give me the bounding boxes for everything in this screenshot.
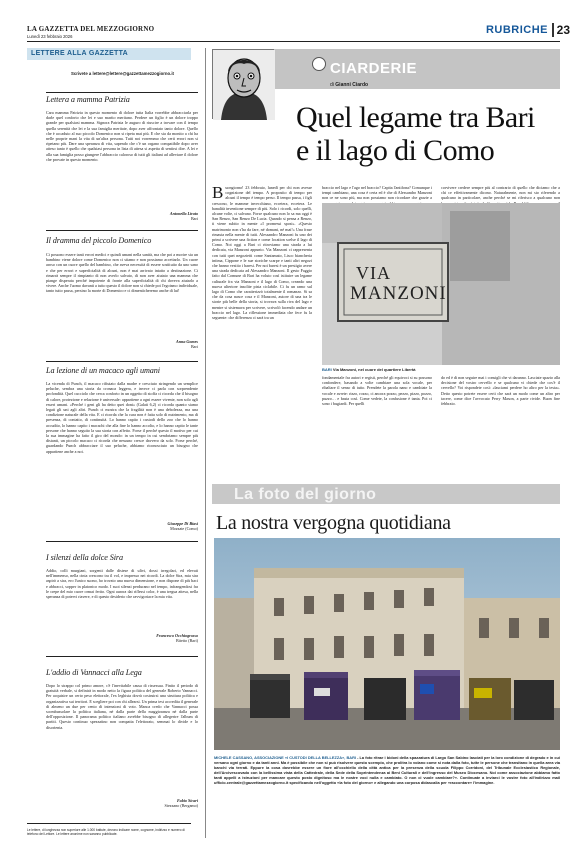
letter-place: Bari — [190, 216, 198, 222]
divider — [46, 361, 198, 362]
headline-line: e il lago di Como — [296, 134, 495, 167]
letter-body: Dopo lo strappo col primo amore, c'è l'inevitabile causa di rissessua. Finito il periodo di gratuità verbale, si definirà in modo netto la figura politica del generale Roberto Vannacci. Per acquisire un certo peso elettorale, l'ex leghista dovrà costruirsi una struttura politica e organizzativa sui territori. E scegliere poi con chi allearsi. Un prima test accredita il generale di almeno un due per cento di intenzioni di voto. Manca credo che Vannacci possa scombussolare la politica italiana, nè dalla parte della maggioranza nè dalla parte dell'opposizione. Il panorama politico italiano avrebbe bisogno di allegerire l'album di partiti. Questo continuo spezzatino non compatta l'elettorato, semmai lo divide e lo disorienta. — [46, 683, 198, 730]
letters-footer-note: Le lettere, di lunghezza non superiore alle 1.000 battute, devono indicare nome, cognome, indirizzo e numero di telefono del Lettore. Le lettere anonime non saranno pubblicate. — [27, 828, 185, 836]
letter-author: Antonella Lirato — [169, 211, 198, 216]
divider — [46, 656, 198, 657]
letter-signature — [170, 211, 198, 221]
article-column-1 — [212, 185, 312, 475]
column-divider — [205, 48, 206, 838]
caption-tag: MICHELE CASSANO, ASSOCIAZIONE «I CUSTODI DELLA BELLEZZA», BARI — [214, 755, 356, 760]
page-number: 23 — [552, 23, 570, 37]
column-name: CIARDERIE — [330, 60, 418, 77]
headline-line: Quel legame tra Bari — [296, 101, 535, 134]
street-sign-text: MANZONI — [350, 283, 447, 304]
photo-of-the-day-title: La foto del giorno — [234, 486, 377, 503]
letter-place: Mozzate (Como) — [170, 526, 198, 532]
divider — [27, 823, 191, 824]
letter-signature — [156, 633, 198, 643]
newspaper-logo: LA GAZZETTA DEL MEZZOGIORNO — [27, 25, 155, 33]
letter-title: La lezione di un macaco agli umani — [46, 366, 160, 375]
divider — [46, 541, 198, 542]
letters-email[interactable]: Scrivete a lettere@lettere@gazzettamezzogiorno.it — [71, 71, 174, 76]
caption-text: - La foto ritrae i bidoni della spazzatura di Largo San Sabino lasciati per la loro condizione di degrado e in cui versano ogni giorno e da tanti anni. Ma è possibile che non si può risolvere questo scempio, che prolitra lo volano come si nota dalla foto, tutte le persone che transitano in quella area via banchi via terrati. Eppure la cosa dovrebbe essere un fiore all'occhiello della città antica per la presenza della scuola Filippo Corridoni, del Tribunale Ecclesiastico Regionale, dell'Arcivescovado con la bellissima vista della Cattedrale, della Sede della Soprintendenza ai Beni Culturali e dell'ingresso del Museo Diocesano. Noi come associazione abbiamo fatto tanti appelli a istruzioni per mancare questo posto dignitoso ma le nostre voci nulla e cambiato. O non ci vuole cambiare?». Continuate a inviarci le vostre foto all'indirizzo mail ufficio.centrale@gazzettamezzogiorno.it specificando nell'oggetto «la foto del giorno» e allegando una corposa didascalia per «raccontare» l'immagine. — [214, 755, 560, 785]
column-logo-icon — [312, 57, 326, 71]
letter-signature — [165, 798, 198, 808]
photo-caption — [322, 367, 416, 372]
letter-author: Giuseppe Di Biasi — [167, 521, 198, 526]
article-column-3-continued: do ed è di non seguire mai i consigli che vi daranno. Lasciate spazio alla decisione del vostro cervello e se qualcuno vi chiede che cos'è il cervello? Voi rispondete così: «lasciami perdere ho altro per la testa». Detto questo potrete essere certi che sarà un modo come un altro per tacere, come dice l'avvocato Perry Mason, a parte rivide. Buon fine febbraio. — [441, 375, 560, 407]
byline-prefix: di — [330, 82, 334, 88]
letter-signature — [168, 521, 198, 531]
letters-section-band — [27, 48, 191, 60]
divider — [46, 92, 198, 93]
photo-of-the-day-headline: La nostra vergogna quotidiana — [216, 512, 451, 534]
divider — [46, 230, 198, 231]
letter-signature — [176, 339, 198, 349]
letter-body: Cara mamma Patrizia in questo momento di dolore tutta Italia vorrebbe abbracciarla per darle quel conforto che lei e suo marito meritano. Perdere un figlio è un dolore troppo grande per qualsiasi mamma. Signora Patrizia le auguro di riuscire a trovare con il tempo quella serenità che lei e la sua famiglia meritate, dopo aver affrontato tanto dolore. Quello che è accaduto al suo piccolo Domenico non si ripeta mai più. E che sia da monito a chi ha nelle proprie mani la vita di un'altra persona. Tutti noi vorremmo che certi errori non si ripetano più. Dare una speranza di vita, sapendo che c'è un organo compatibile dopo aver atteso tanto è quello che qualsiasi persona in lista di attesa si aspetta di sentirsi dire. A lei e alla sua famiglia posso giungere l'abbraccio caloroso di tutti gli italiani ad alleviare il dolore che provate in questo momento. — [46, 110, 198, 162]
letters-section-title: LETTERE ALLA GAZZETTA — [31, 50, 129, 57]
photo-of-the-day-caption — [214, 755, 560, 785]
letter-body: La vicenda di Punch, il macaco rifiutato dalla madre e cresciuto stringendo un semplice peluche, sembra una storia da cronaca leggera, e invece ci parla con sorprendente profondità. Quel cucciolo che cerca conforto in un oggetto di stoffa ci ricorda che il bisogno di calore, protezione e relazione è universale: appartiene a ogni essere vivente, non solo agli esseri umani. «Perché i geni gli ha detto quei doni» (Galati 6,2) ci ricorda quanto siamo legati gli uni agli altri. Punch ci mostra che la fragilità non è una debolezza, ma una condizione naturale della vita. E ci ricorda che la cura non è fatta solo di nutrimento, ma di presenza, di contatto, di continuità. Lo hanno capito i custodi dello zoo che lo hanno accudito, lo hanno capito i macachi che alla fine lo hanno accolto, e lo hanno capito le tante persone che hanno seguito la sua storia con affetto. Forse il perché questo il motivo per cui la sua immagine ha fatto il giro del mondo: in un tempo in cui sembriamo sempre più distanti, un piccolo macaco ci ricorda che nessuno cresce davvero da solo. Forse perché, guardando Punch abbracciare il suo peluche, abbiamo riconosciuto un bisogno che appartiene anche a noi. — [46, 381, 198, 454]
issue-date: Lunedì 23 febbraio 2026 — [27, 34, 73, 39]
article-headline — [296, 101, 535, 167]
article-text: uongiorno! 23 febbraio, lunedì per chi non avesse cognizione del tempo. A proposito di tempo per alcuni il tempo è tempo perso. Il tempo passa, i figli crescono, le mamme invecchiano, eccetera, eccetera. Le banalità inventione sempre di più. Solo i ricordi, solo quelli, alcune volte, ci salvano. Forse qualcuno non lo sa ma oggi è San Renzo, San Renzo De Lucia. Quando si pensa a Renzo, ti viene subito in mente «I promessi sposi». «Questo matrimonio non s'ha da fare, né domani, né mai!» Una frase rimasta nella mente di tutti. Alessandro Manzoni fu uno dei primi a scrivere una fiction e come location scelse il lago di Como. Noi oggi a Bari ci ritroviamo una strada a lui dedicata, via Manzoni appunto. Via Manzoni ci rappresenta con tutti quei negozietti come Santamato, Lisco biancheria intima, Cippone e le sue storiche scarpe e tanti altri negozi che hanno vestito i baresi. Per noi baresi è un prestigio avere una strada dedicata ad Alessandro Manzoni. Il gesto Faggio fatto dal Comune di Bari ha voluto così istituire un legame culturale fra via Manzoni e il lago di Como, creando una nuova ulteriore insolite pista ciclabile. Ci fu un ramo sul lago di Como che caratterizzò totalmente il romanzo. Si sa che da cosa nasce cosa e il Manzoni, autore di una tra le storie più belle della storia, si trovava sulla riva del lago e mentre si sistemava per scrivere, scrivolò facendo andare un braccio nel lago. La riflessione immediata che fece fu la seguente: che differenza ci sarà tra un — [212, 185, 312, 321]
dropcap: B — [212, 183, 224, 202]
street-sign-photo — [322, 203, 560, 365]
article-column-3: corvivere credere sempre più al contrario di quello che diciamo che a chi ce effettivamente dicono. Naturalmente, non mi sto riferendo a qualcuno in particolare, anche perché se mi riferisco a qualcuno non — [441, 185, 560, 201]
letter-body: Ci possono essere tanti errori medici e quindi umani nella sanità, ma che poi a morire sia un bambino viene dolore come Domenico non ci stiamo e non possiamo accettarlo. Un cuore aroso con un cuore quello del bambino, che aveva necessità di essere sostituito da uno sano e che per errori e superficialità di alcuni, non è mai arrivato intatto a destinazione. Ci rimarrà sempre il rimpianto di non averlo salvato, di non aver aiutato una mamma che piange disperata perché impotente di fronte alla superficialità di chi doveva aiutarlo a vivere. Anche l'uomo davanti a tutto questo il dolore non si chiede poi l'egoismo individuale, tanto tutto passa, persino la morte di Domenico e ci dimenticheremo anche di lui! — [46, 252, 199, 294]
letter-place: Bari — [190, 344, 198, 350]
column-author: Gianni Ciardo — [335, 82, 369, 88]
letter-title: I silenzi della dolce Sira — [46, 553, 123, 562]
caption-tag: BARI — [322, 367, 332, 372]
letter-body: Addio, colli murgiani, sorgenti dalle distese di ulivi, dossi irregolari, ed elevati nell'immenso, nella cinta crescono tra il vol, e impresso nei ricordi. La dolce Sira, mia sira aspirò a sira, ero l'unico suono, ho trovato una nuova dimensione, e non dispone di più baci e abbracci, sopper in platonico modo. I suoi silenzi perdurano nel tempo, infrangendosi fra le crepe del mio cuore ormai ferito. Ogni aurora dai riflessi color, è una tregua attesa, nella speranza di potervi riavere, e di questo desiderio che ravvigoriace la mia vita. — [46, 568, 198, 600]
article-column-2-continued: fondamentale fra autori e registi, perché gli equivoci si su possono confondere, basando a volte cambiare una sola vocale, per ribaltare il senso di tutto. Prendete la parola nano e cambiate la vocale e avrete: rizzo, rozzo, ci ancora pozzo, pezzo, pizzo, pozzo, puzzo… e basta così. Come vedete, la confusione è tanta. Poi ci sono i bugiardi. Per quelli — [322, 375, 432, 407]
letter-place: Stezzano (Bergamo) — [164, 803, 198, 809]
letter-title: Il dramma del piccolo Domenico — [46, 236, 152, 245]
caption-text: Via Manzoni, nel cuore del quartiere Libertà — [332, 367, 416, 372]
masthead-rule — [27, 41, 560, 42]
letter-author: Fabio Sicari — [176, 798, 198, 803]
author-caricature — [212, 49, 274, 119]
letter-title: Lettera a mamma Patrizia — [46, 95, 130, 104]
letter-title: L'addio di Vannacci alla Lega — [46, 668, 142, 677]
street-sign-text: VIA — [356, 263, 391, 283]
letter-author: Francesco Occhiogrosso — [156, 633, 198, 638]
letter-place: Bitetto (Bari) — [176, 638, 198, 644]
section-title: RUBRICHE — [485, 24, 548, 36]
column-byline — [330, 82, 368, 88]
letter-author: Anna Gomes — [176, 339, 198, 344]
article-column-2: braccio nel lago e l'ago nel braccio? Capita l'antifona? Comunque i tempi cambiano, una cosa è certa ed è che di Alessandro Manzoni non ce ne sono più, ma non possiamo non ricordare che grazie a — [322, 185, 432, 201]
garbage-bins-photo — [214, 538, 560, 750]
